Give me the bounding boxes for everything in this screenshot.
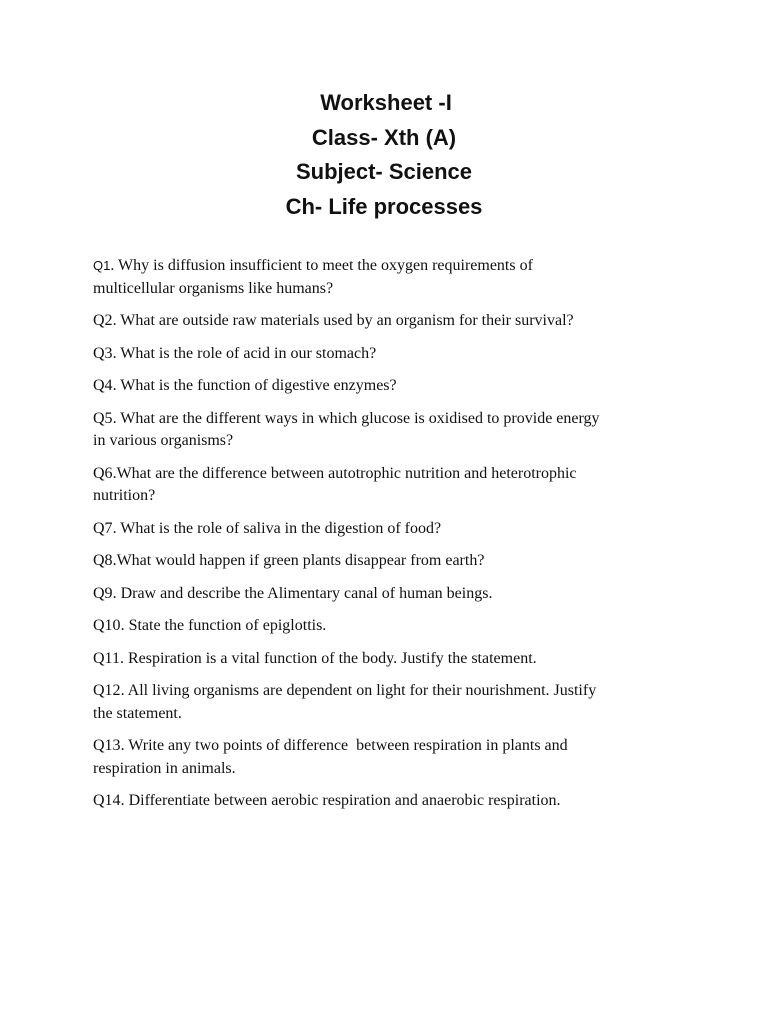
question-number: Q2 <box>93 312 113 329</box>
question-number: Q6 <box>93 464 113 482</box>
question-item <box>93 463 683 508</box>
chapter-label: Ch- Life processes <box>285 193 483 219</box>
worksheet-header <box>0 86 768 224</box>
question-item <box>93 375 683 398</box>
question-text: . What is the role of saliva in the digestion of food? <box>112 519 442 537</box>
question-item <box>93 518 683 541</box>
question-number: Q8 <box>93 552 113 569</box>
question-text: . State the function of epiglottis. <box>120 617 327 634</box>
question-text: . All living organisms are dependent on light for their nourishment. Justify the statement. <box>93 682 597 722</box>
question-number: Q12 <box>93 682 121 699</box>
question-item <box>93 550 683 573</box>
question-item <box>93 648 683 671</box>
question-text: .What would happen if green plants disappear from earth? <box>112 552 485 569</box>
question-item <box>93 343 683 366</box>
question-item <box>93 583 683 606</box>
question-text: . What is the role of acid in our stomach? <box>112 344 377 362</box>
question-number: Q1 <box>93 258 111 273</box>
question-text: . Differentiate between aerobic respiration and anaerobic respiration. <box>120 792 561 809</box>
question-number: Q11 <box>93 649 120 667</box>
question-item <box>93 255 683 300</box>
question-item <box>93 310 683 333</box>
question-text: .What are the difference between autotrophic nutrition and heterotrophic nutrition? <box>93 464 577 504</box>
subject-label: Subject- Science <box>295 159 473 184</box>
question-text: . What are the different ways in which glucose is oxidised to provide energy in various organisms? <box>93 409 600 449</box>
question-number: Q9 <box>93 584 113 602</box>
question-item <box>93 790 683 813</box>
question-number: Q14 <box>93 792 121 809</box>
worksheet-title: Worksheet -I <box>320 90 452 115</box>
question-text: . Draw and describe the Alimentary canal of human beings. <box>112 584 493 602</box>
question-number: Q10 <box>93 617 121 634</box>
question-number: Q3 <box>93 344 113 362</box>
question-number: Q7 <box>93 519 113 537</box>
question-number: Q5 <box>93 409 113 427</box>
question-item <box>93 680 683 725</box>
question-item <box>93 735 683 780</box>
question-text: . Why is diffusion insufficient to meet the oxygen requirements of multicellular organisms like humans? <box>93 257 533 297</box>
question-text: . What is the function of digestive enzymes? <box>112 377 397 394</box>
question-number: Q13 <box>93 737 121 754</box>
question-item <box>93 408 683 453</box>
question-number: Q4 <box>93 377 113 394</box>
question-text: . What are outside raw materials used by an organism for their survival? <box>112 312 574 329</box>
question-item <box>93 615 683 638</box>
question-list <box>93 255 683 823</box>
class-label: Class- Xth (A) <box>311 124 457 150</box>
question-text: . Respiration is a vital function of the body. Justify the statement. <box>119 649 537 667</box>
question-text: . Write any two points of difference between respiration in plants and respiration in animals. <box>93 737 568 777</box>
